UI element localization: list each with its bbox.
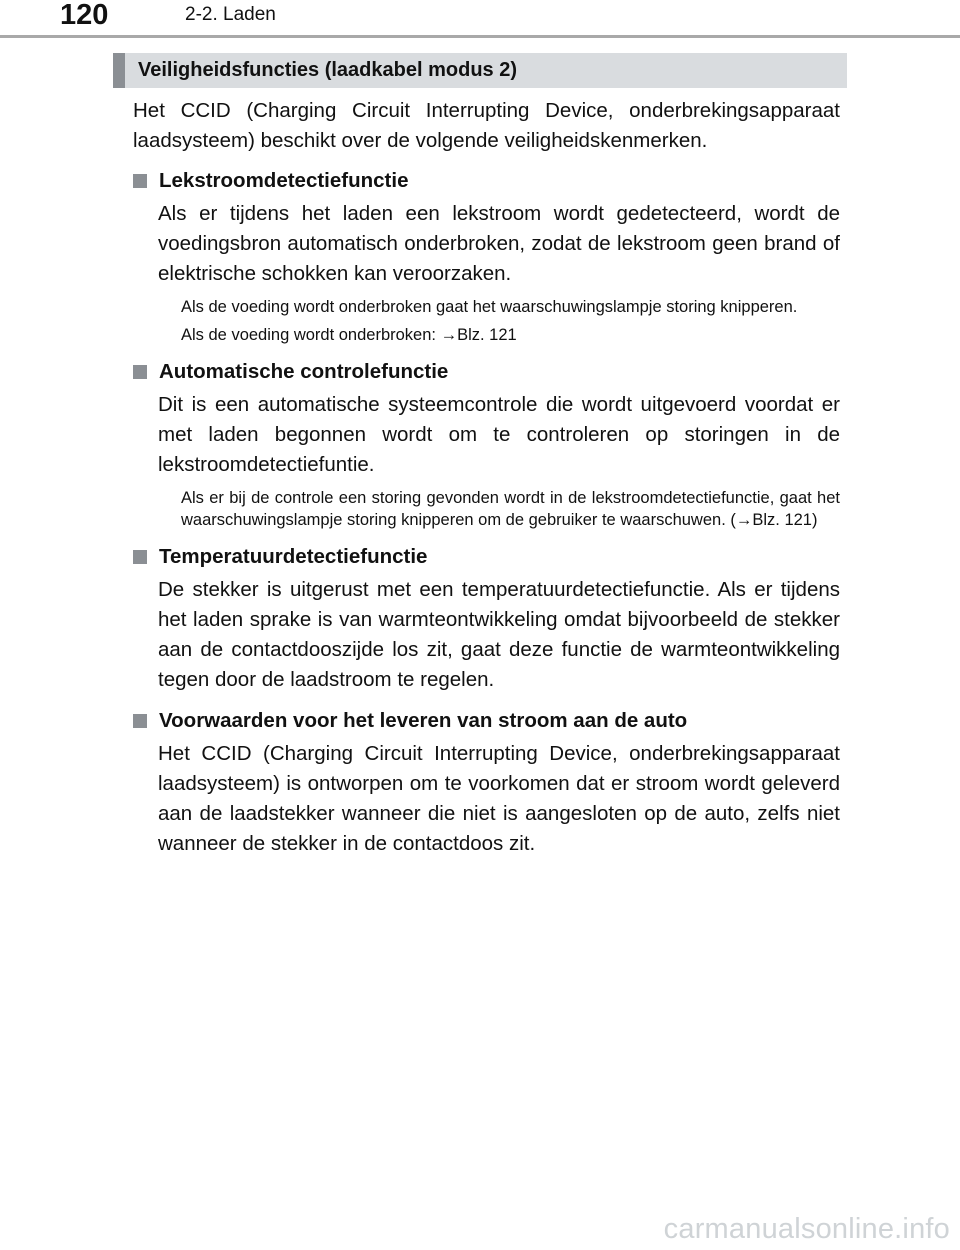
- header-rule: [0, 35, 960, 38]
- square-bullet-icon: [133, 174, 147, 188]
- chapter-title: 2-2. Laden: [185, 4, 276, 25]
- square-bullet-icon: [133, 714, 147, 728]
- section-accent: [113, 53, 125, 88]
- item-body: Als er tijdens het laden een lekstroom wordt gedetecteerd, wordt de voedingsbron automatisch onderbroken, zodat de lekstroom geen brand of elektrische schokken kan veroorzaken.: [158, 202, 840, 285]
- item-heading: [133, 357, 840, 386]
- item-note: Als er bij de controle een storing gevonden wordt in de lekstroomdetectiefunctie, gaat het waarschuwingslampje storing knipperen om de gebruiker te waarschuwen. (→Blz. 121): [181, 489, 840, 529]
- item-temperatuur: [133, 542, 840, 695]
- item-note: Als de voeding wordt onderbroken: →Blz. 121: [181, 326, 517, 344]
- section-title: Veiligheidsfuncties (laadkabel modus 2): [138, 59, 517, 81]
- item-body: Het CCID (Charging Circuit Interrupting Device, onderbrekingsapparaat laadsysteem) is ontworpen om te voorkomen dat er stroom wordt geleverd aan de laadstekker wanneer die niet is aangesloten op de auto, zelfs niet wanneer de stekker in de contactdoos zit.: [158, 742, 840, 855]
- item-body: Dit is een automatische systeemcontrole die wordt uitgevoerd voordat er met laden begonnen wordt om te controleren op storingen in de lekstroomdetectiefuntie.: [158, 393, 840, 476]
- item-body: De stekker is uitgerust met een temperatuurdetectiefunctie. Als er tijdens het laden sprake is van warmteontwikkeling omdat bijvoorbeeld de stekker aan de contactdooszijde los zit, gaat deze functie de warmteontwikkeling tegen door de laadstroom te regelen.: [158, 578, 840, 691]
- square-bullet-icon: [133, 550, 147, 564]
- item-heading: [133, 166, 840, 195]
- section-header: [113, 53, 847, 88]
- item-lekstroom: [133, 166, 840, 346]
- item-heading: [133, 542, 840, 571]
- square-bullet-icon: [133, 365, 147, 379]
- intro-paragraph: Het CCID (Charging Circuit Interrupting Device, onderbrekingsapparaat laadsysteem) beschikt over de volgende veiligheidskenmerken.: [133, 99, 840, 152]
- content: [133, 96, 840, 859]
- page-number: 120: [60, 0, 109, 31]
- item-heading-text: Lekstroomdetectiefunctie: [159, 169, 409, 192]
- item-heading: [133, 706, 840, 735]
- item-automatische-controle: [133, 357, 840, 531]
- item-heading-text: Temperatuurdetectiefunctie: [159, 545, 428, 568]
- watermark: carmanualsonline.info: [663, 1213, 950, 1245]
- item-heading-text: Automatische controlefunctie: [159, 360, 449, 383]
- item-note: Als de voeding wordt onderbroken gaat het waarschuwingslampje storing knipperen.: [181, 298, 798, 316]
- item-voorwaarden: [133, 706, 840, 859]
- item-heading-text: Voorwaarden voor het leveren van stroom aan de auto: [159, 709, 688, 732]
